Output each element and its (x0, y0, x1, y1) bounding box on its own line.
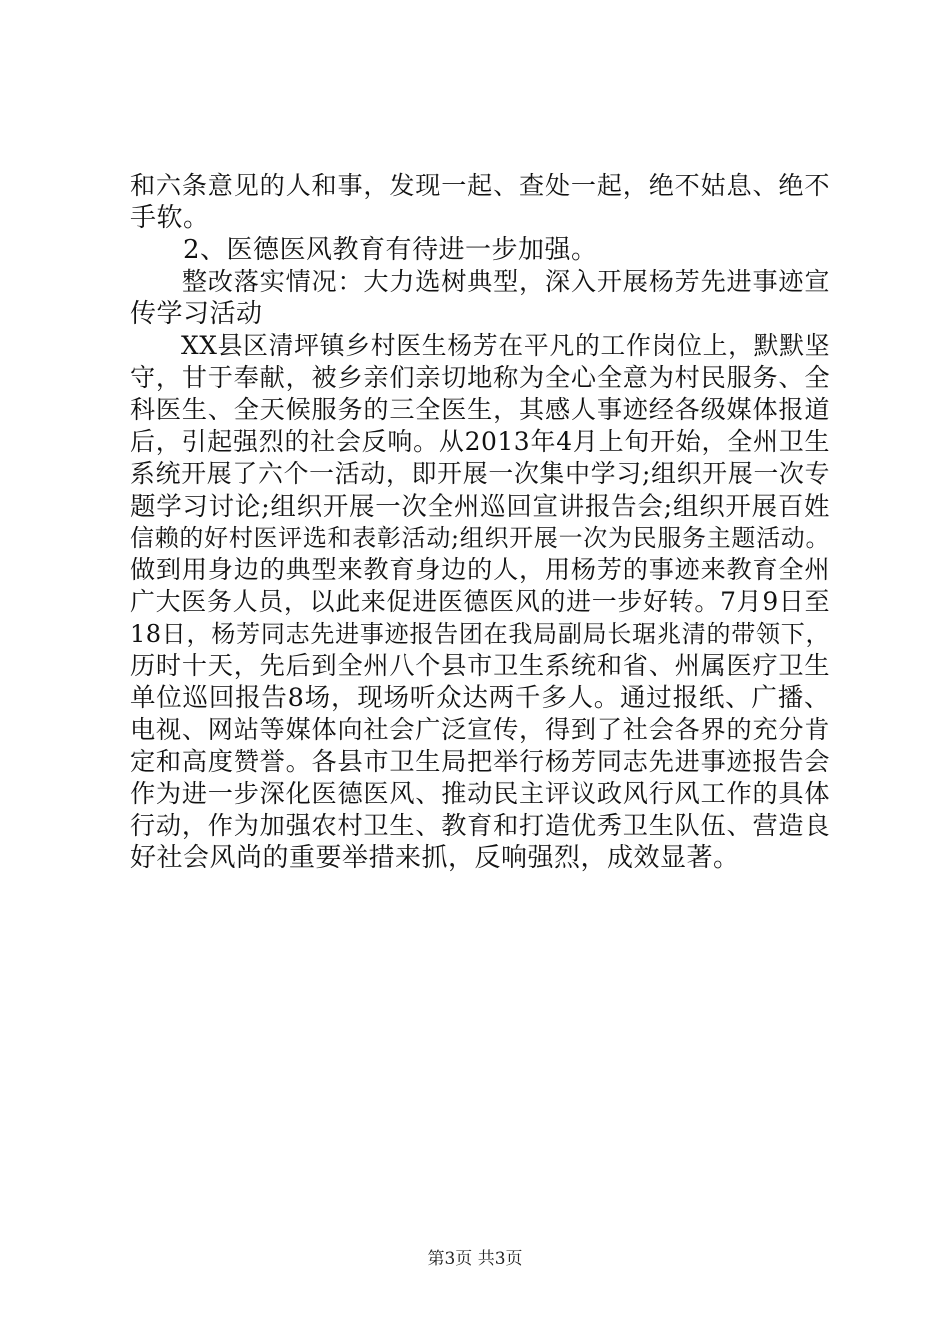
text-line: XX县区清坪镇乡村医生杨芳在平凡的工作岗位上，默默坚 (130, 331, 830, 360)
text-line: 单位巡回报告8场，现场听众达两千多人。通过报纸、广播、 (130, 683, 830, 713)
text-line: 历时十天，先后到全州八个县市卫生系统和省、州属医疗卫生 (130, 651, 830, 680)
text-line: 整改落实情况：大力选树典型，深入开展杨芳先进事迹宣 (130, 267, 830, 296)
text-line: 系统开展了六个一活动，即开展一次集中学习;组织开展一次专 (130, 459, 830, 488)
text-line: 科医生、全天候服务的三全医生，其感人事迹经各级媒体报道 (130, 395, 830, 424)
text-line: 广大医务人员，以此来促进医德医风的进一步好转。7月9日至 (130, 587, 830, 616)
text-line: 手软。 (130, 203, 210, 233)
text-line: 行动，作为加强农村卫生、教育和打造优秀卫生队伍、营造良 (130, 811, 830, 840)
text-line: 2、医德医风教育有待进一步加强。 (130, 235, 598, 265)
text-line: 传学习活动 (130, 299, 263, 329)
text-line: 好社会风尚的重要举措来抓，反响强烈，成效显著。 (130, 843, 740, 873)
body-text (130, 170, 830, 874)
text-line: 题学习讨论;组织开展一次全州巡回宣讲报告会;组织开展百姓 (130, 491, 830, 521)
page-number: 第3页 共3页 (427, 1249, 523, 1269)
text-line: 18日，杨芳同志先进事迹报告团在我局副局长琚兆清的带领下， (130, 620, 830, 648)
text-line: 定和高度赞誉。各县市卫生局把举行杨芳同志先进事迹报告会 (130, 747, 830, 776)
text-line: 做到用身边的典型来教育身边的人，用杨芳的事迹来教育全州 (130, 555, 830, 584)
text-line: 后，引起强烈的社会反响。从2013年4月上旬开始，全州卫生 (130, 427, 830, 456)
text-line: 信赖的好村医评选和表彰活动;组织开展一次为民服务主题活动。 (130, 524, 830, 552)
text-line: 作为进一步深化医德医风、推动民主评议政风行风工作的具体 (130, 779, 830, 808)
page-footer (0, 1248, 950, 1270)
text-line: 守，甘于奉献，被乡亲们亲切地称为全心全意为村民服务、全 (130, 363, 830, 392)
text-line: 和六条意见的人和事，发现一起、查处一起，绝不姑息、绝不 (130, 171, 830, 200)
text-line: 电视、网站等媒体向社会广泛宣传，得到了社会各界的充分肯 (130, 715, 830, 744)
